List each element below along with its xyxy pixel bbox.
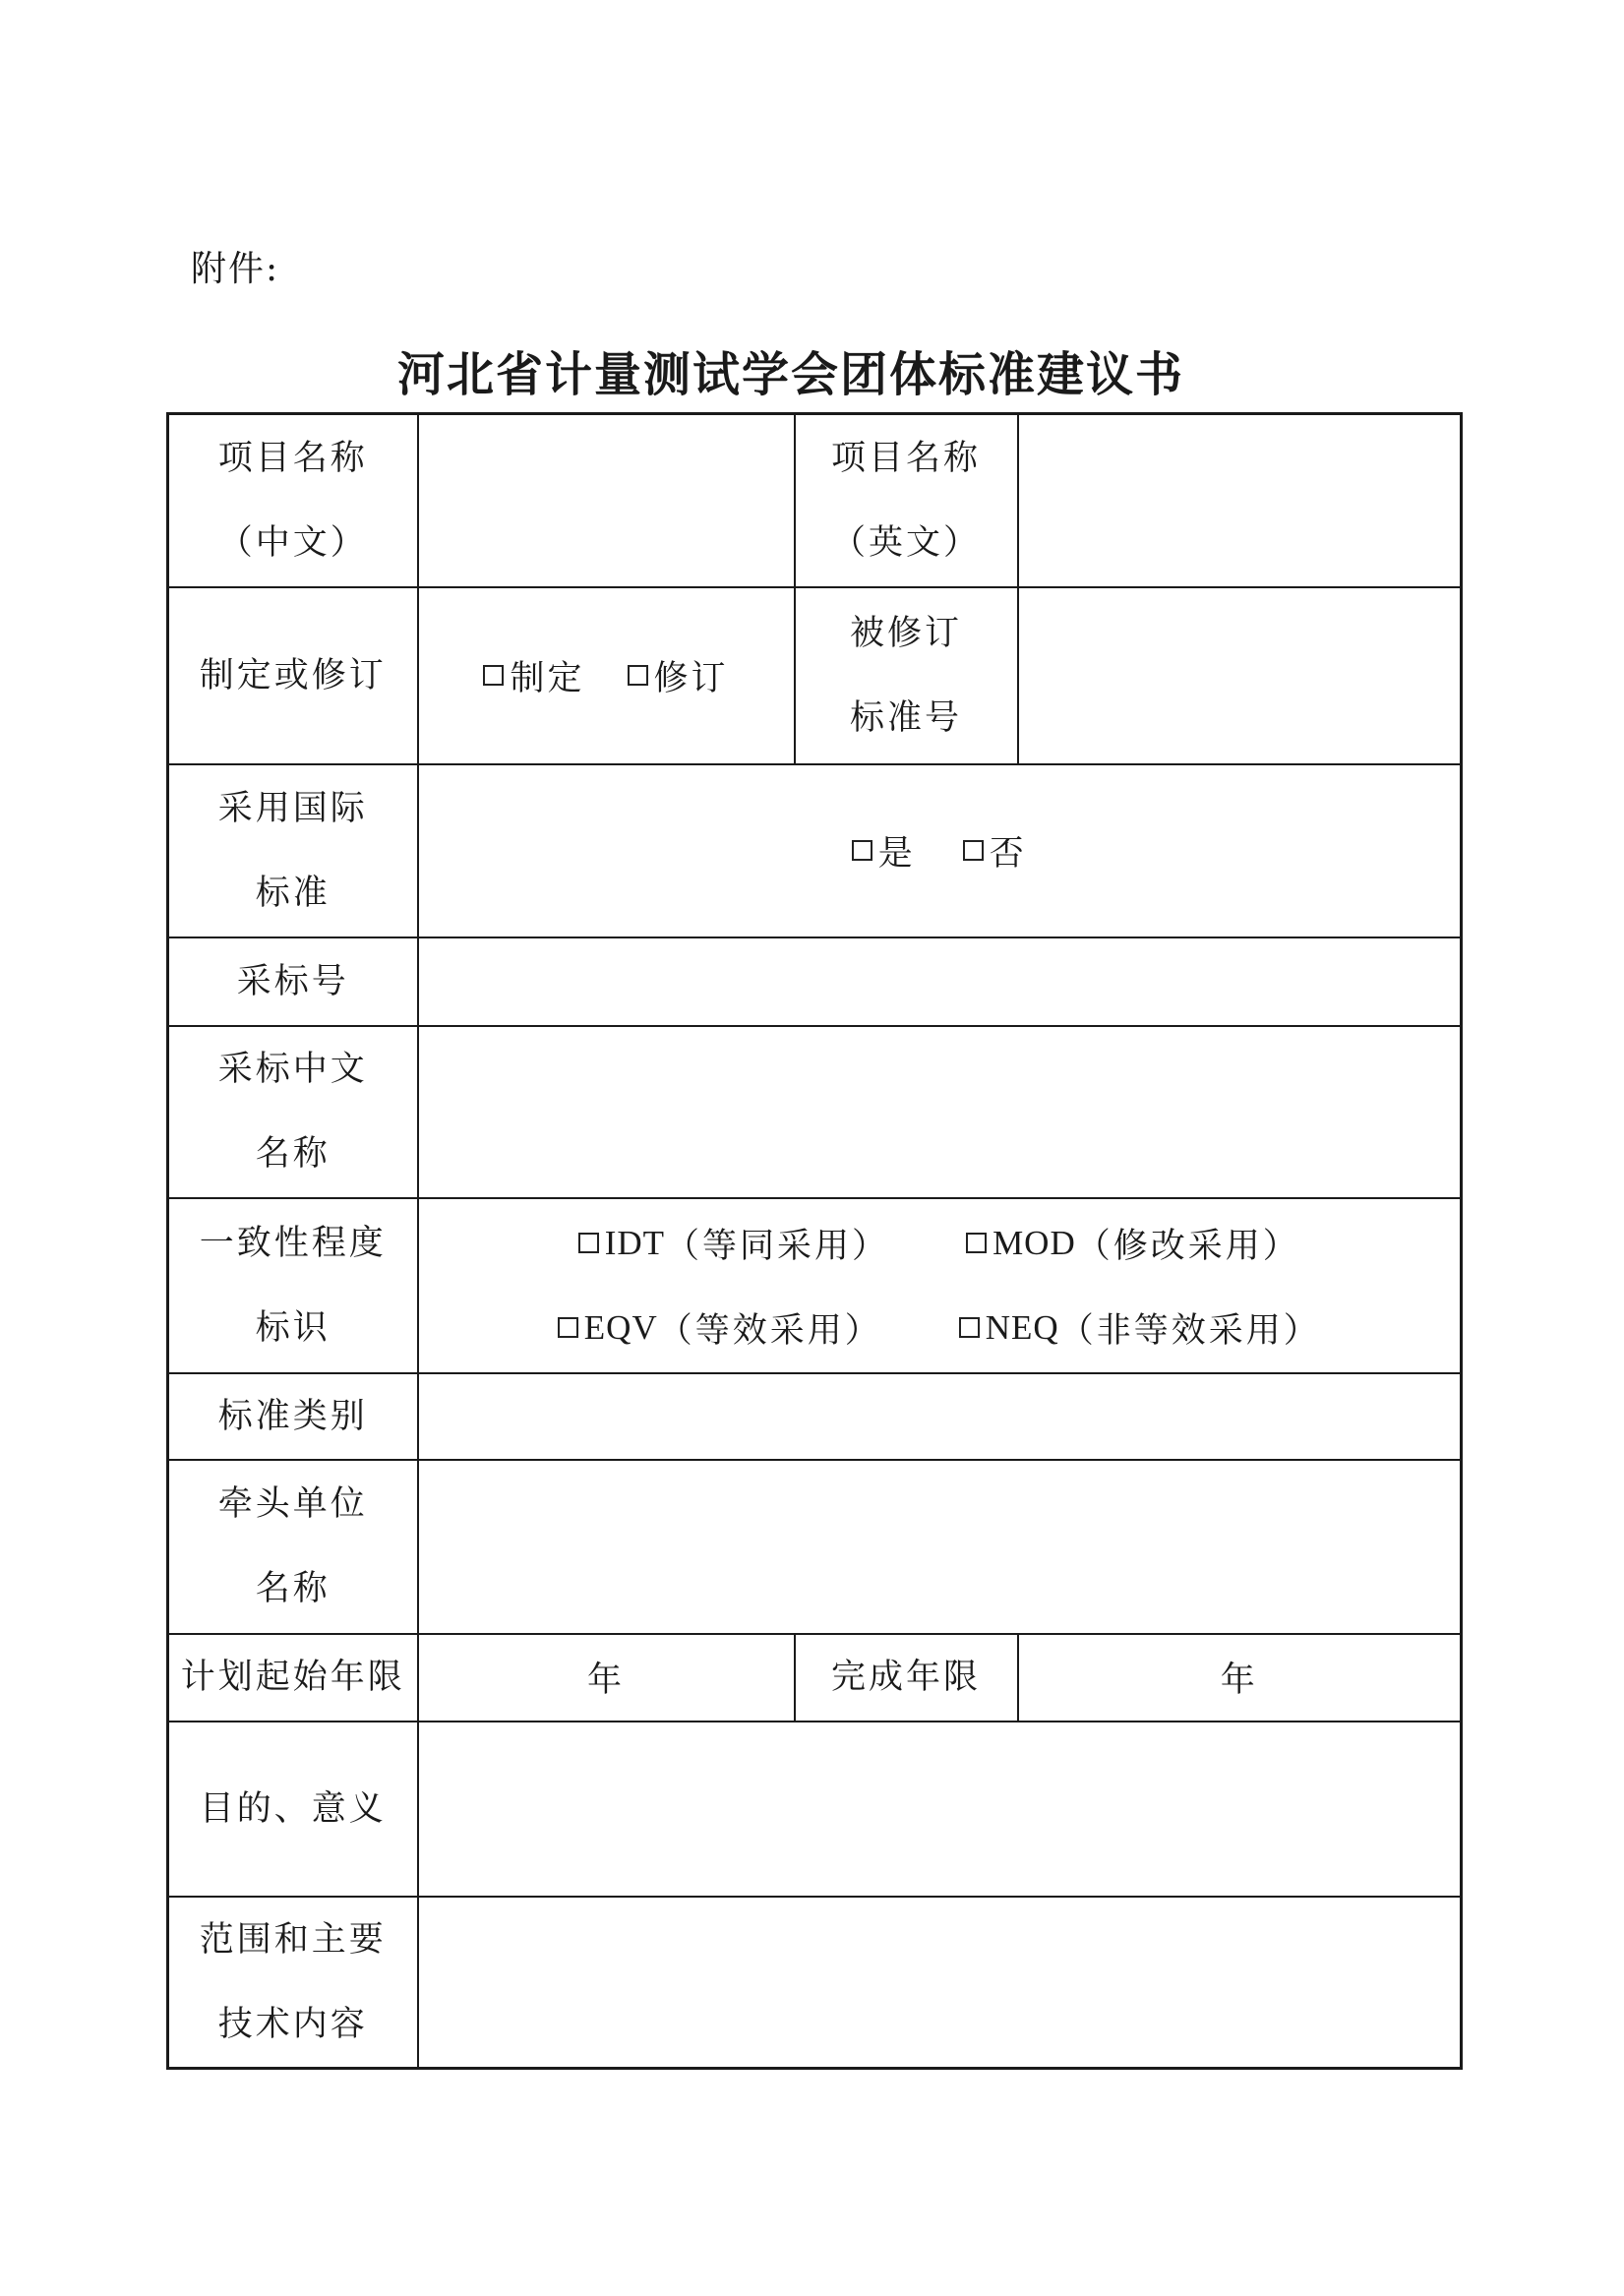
option-code: IDT [604, 1223, 666, 1262]
checkbox-idt[interactable] [578, 1233, 599, 1253]
option-desc: （非等效采用） [1058, 1310, 1321, 1351]
label-line: 技术内容 [217, 2004, 368, 2044]
label-plan-start-year [168, 1634, 418, 1722]
field-completion-year[interactable] [1018, 1634, 1462, 1722]
checkbox-no[interactable] [963, 840, 984, 861]
option-label: 修订 [653, 658, 729, 698]
field-adopted-standard-no[interactable] [418, 937, 1462, 1026]
label-line: 制定或修订 [199, 655, 387, 695]
option-code: MOD [992, 1223, 1076, 1262]
label-standard-category [168, 1373, 418, 1460]
label-consistency [168, 1198, 418, 1373]
row-adopted-cn-name [168, 1026, 1462, 1198]
consistency-line-1 [419, 1201, 1461, 1286]
field-project-name-cn[interactable] [418, 414, 795, 587]
field-standard-category[interactable] [418, 1373, 1462, 1460]
label-line: 标准 [255, 873, 331, 913]
field-establish-or-revise [418, 587, 795, 764]
label-line: （英文） [830, 522, 981, 563]
label-line: 计划起始年限 [180, 1658, 405, 1697]
option-establish[interactable] [483, 651, 584, 700]
label-revised-standard-no [795, 587, 1018, 764]
label-line: 标识 [255, 1307, 331, 1348]
label-project-name-en [795, 414, 1018, 587]
field-consistency [418, 1198, 1462, 1373]
label-line: 采标中文 [217, 1050, 368, 1089]
field-scope[interactable] [418, 1897, 1462, 2069]
label-line: 名称 [255, 1569, 331, 1608]
option-yes[interactable] [852, 826, 916, 876]
option-code: NEQ [985, 1307, 1059, 1347]
field-project-name-en[interactable] [1018, 414, 1462, 587]
label-adopted-cn-name [168, 1026, 418, 1198]
label-adopted-standard-no [168, 937, 418, 1026]
option-desc: （等效采用） [657, 1310, 882, 1351]
field-adopted-cn-name[interactable] [418, 1026, 1462, 1198]
row-standard-category [168, 1373, 1462, 1460]
row-years [168, 1634, 1462, 1722]
row-adopted-standard-no [168, 937, 1462, 1026]
label-line: 项目名称 [830, 438, 981, 478]
label-line: （中文） [217, 522, 368, 563]
field-purpose[interactable] [418, 1722, 1462, 1897]
label-line: 采用国际 [217, 788, 368, 828]
year-unit: 年 [586, 1661, 625, 1700]
checkbox-mod[interactable] [966, 1233, 987, 1253]
option-label: 否 [989, 833, 1027, 874]
row-adopt-international [168, 764, 1462, 937]
checkbox-yes[interactable] [852, 840, 872, 861]
label-line: 被修订 [849, 613, 962, 653]
field-plan-start-year[interactable] [418, 1634, 795, 1722]
option-label: 是 [877, 833, 916, 874]
establish-revise-options [483, 651, 728, 700]
row-consistency [168, 1198, 1462, 1373]
label-purpose [168, 1722, 418, 1897]
attachment-label: 附件: [191, 249, 280, 289]
label-line: 采标号 [236, 961, 349, 1001]
option-mod[interactable] [966, 1219, 1300, 1268]
row-project-name [168, 414, 1462, 587]
option-desc: （修改采用） [1075, 1226, 1300, 1266]
checkbox-eqv[interactable] [558, 1317, 578, 1338]
label-line: 标准号 [849, 697, 962, 738]
row-purpose [168, 1722, 1462, 1897]
label-lead-unit [168, 1460, 418, 1634]
label-project-name-cn [168, 414, 418, 587]
option-desc: （等同采用） [665, 1226, 890, 1266]
label-establish-or-revise [168, 587, 418, 764]
label-line: 标准类别 [217, 1396, 368, 1436]
label-line: 目的、意义 [199, 1788, 387, 1829]
label-line: 一致性程度 [199, 1223, 387, 1263]
label-line: 牵头单位 [217, 1484, 368, 1524]
form-title: 河北省计量测试学会团体标准建议书 [397, 347, 1185, 402]
option-eqv[interactable] [558, 1303, 882, 1353]
adopt-options [852, 826, 1027, 876]
label-scope [168, 1897, 418, 2069]
option-neq[interactable] [959, 1303, 1321, 1353]
row-scope [168, 1897, 1462, 2069]
option-label: 制定 [510, 658, 585, 698]
proposal-form-table [166, 412, 1463, 2070]
label-line: 名称 [255, 1134, 331, 1174]
checkbox-neq[interactable] [959, 1317, 980, 1338]
checkbox-revise[interactable] [628, 665, 648, 686]
field-revised-standard-no[interactable] [1018, 587, 1462, 764]
label-line: 范围和主要 [199, 1919, 387, 1960]
label-adopt-international [168, 764, 418, 937]
field-lead-unit[interactable] [418, 1460, 1462, 1634]
option-code: EQV [583, 1307, 658, 1347]
option-revise[interactable] [628, 651, 729, 700]
label-completion-year [795, 1634, 1018, 1722]
year-unit: 年 [1220, 1661, 1258, 1700]
label-line: 完成年限 [830, 1658, 981, 1697]
label-line: 项目名称 [217, 438, 368, 478]
option-no[interactable] [963, 826, 1027, 876]
field-adopt-international [418, 764, 1462, 937]
consistency-line-2 [419, 1286, 1461, 1370]
checkbox-establish[interactable] [483, 665, 504, 686]
row-lead-unit [168, 1460, 1462, 1634]
row-establish-revise [168, 587, 1462, 764]
option-idt[interactable] [578, 1219, 889, 1268]
